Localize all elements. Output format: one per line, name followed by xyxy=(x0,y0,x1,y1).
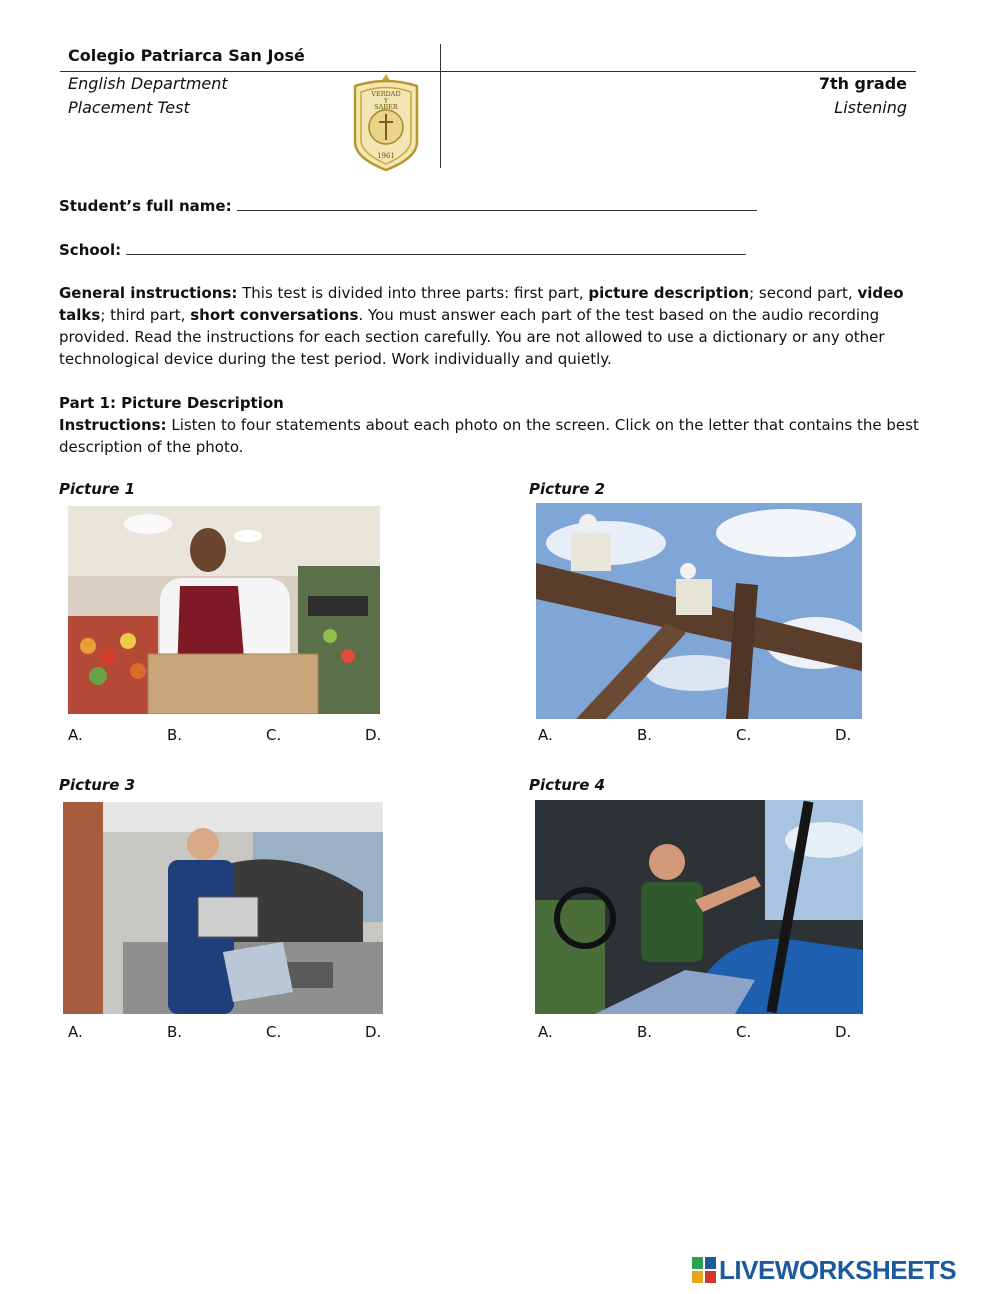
picture-3-options xyxy=(68,1023,388,1043)
general-bold-1: picture description xyxy=(588,284,750,302)
picture-1-option-d[interactable]: D. xyxy=(365,726,382,744)
student-name-blank[interactable] xyxy=(237,196,757,211)
picture-4-options xyxy=(538,1023,858,1043)
picture-4-option-a[interactable]: A. xyxy=(538,1023,553,1041)
picture-2-options xyxy=(538,726,858,746)
header-vertical-divider xyxy=(440,44,441,168)
picture-3-label: Picture 3 xyxy=(59,776,136,794)
picture-2-option-d[interactable]: D. xyxy=(835,726,852,744)
section-label: Listening xyxy=(834,98,907,117)
picture-1-photo xyxy=(68,506,380,714)
crest-text-3: SABER xyxy=(374,103,398,111)
part1-section xyxy=(59,392,943,458)
picture-2-label: Picture 2 xyxy=(529,480,606,498)
part1-title: Part 1: Picture Description xyxy=(59,394,284,412)
picture-1-option-b[interactable]: B. xyxy=(167,726,183,744)
grade-label: 7th grade xyxy=(818,74,907,93)
student-name-label: Student’s full name: xyxy=(59,197,232,215)
general-text-3: ; third part, xyxy=(100,306,191,324)
test-name: Placement Test xyxy=(68,98,190,117)
student-name-field xyxy=(59,196,757,215)
picture-3-option-a[interactable]: A. xyxy=(68,1023,83,1041)
general-bold-3: short conversations xyxy=(190,306,359,324)
crest-year: 1961 xyxy=(377,152,395,160)
picture-4-option-b[interactable]: B. xyxy=(637,1023,653,1041)
department-label: English Department xyxy=(68,74,228,93)
picture-2-photo xyxy=(536,503,862,719)
general-text-2: ; second part, xyxy=(749,284,858,302)
liveworksheets-logo xyxy=(692,1252,956,1288)
picture-3-option-d[interactable]: D. xyxy=(365,1023,382,1041)
header-divider xyxy=(60,71,916,72)
picture-4-option-d[interactable]: D. xyxy=(835,1023,852,1041)
picture-1-options xyxy=(68,726,388,746)
part1-instructions-text: Listen to four statements about each photo on the screen. Click on the letter that contains the best description of the photo. xyxy=(59,416,919,456)
picture-2-option-c[interactable]: C. xyxy=(736,726,752,744)
picture-1-option-a[interactable]: A. xyxy=(68,726,83,744)
school-field xyxy=(59,240,746,259)
general-text-1: This test is divided into three parts: first part, xyxy=(237,284,589,302)
school-blank[interactable] xyxy=(126,240,746,255)
picture-3-option-b[interactable]: B. xyxy=(167,1023,183,1041)
crest-text-1: VERDAD xyxy=(371,90,401,98)
picture-2-option-a[interactable]: A. xyxy=(538,726,553,744)
school-label: School: xyxy=(59,241,122,259)
general-bold-2: video talks xyxy=(59,284,904,324)
liveworksheets-badge-icon xyxy=(692,1257,716,1283)
general-text-4: . You must answer each part of the test based on the audio recording provided. Read the instructions for each section carefully. You are not allowed to use a dictionary or any other technological device during the test period. Work individually and quietly. xyxy=(59,306,885,368)
picture-3-photo xyxy=(63,802,383,1014)
crest-text-2: Y xyxy=(384,98,388,105)
picture-1-label: Picture 1 xyxy=(59,480,136,498)
picture-4-option-c[interactable]: C. xyxy=(736,1023,752,1041)
general-instructions xyxy=(59,282,943,370)
school-crest-icon xyxy=(345,72,427,172)
picture-2-option-b[interactable]: B. xyxy=(637,726,653,744)
school-name: Colegio Patriarca San José xyxy=(68,46,305,65)
part1-instructions-label: Instructions: xyxy=(59,416,167,434)
picture-1-option-c[interactable]: C. xyxy=(266,726,282,744)
picture-4-photo xyxy=(535,800,863,1014)
liveworksheets-wordmark: LIVEWORKSHEETS xyxy=(719,1254,957,1285)
picture-4-label: Picture 4 xyxy=(529,776,606,794)
general-instructions-label: General instructions: xyxy=(59,284,238,302)
picture-3-option-c[interactable]: C. xyxy=(266,1023,282,1041)
